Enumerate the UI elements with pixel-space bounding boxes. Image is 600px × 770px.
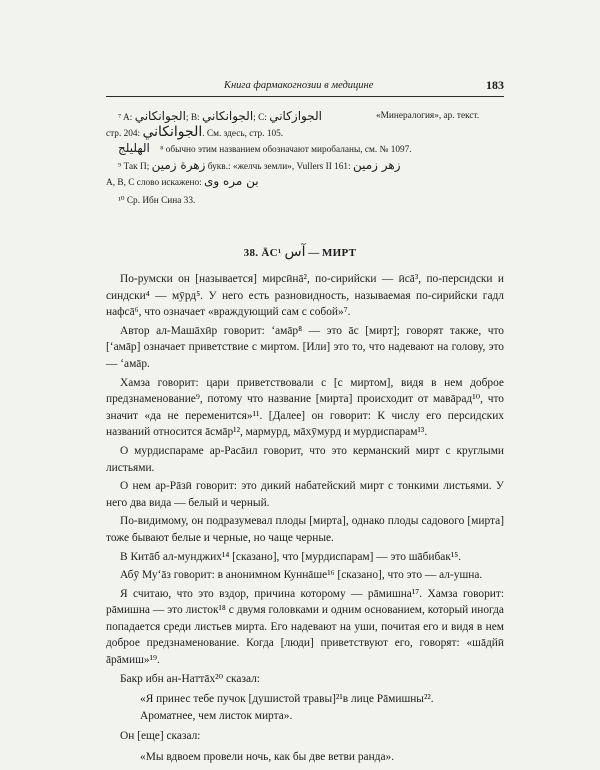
verse-line: «Я принес тебе пучок [душистой травы]²¹в лице Рāмишны²². — [140, 693, 434, 706]
arabic-term: زهر زمين — [352, 158, 401, 172]
footnote-7-source: «Минералогия», ар. текст. — [376, 111, 480, 121]
footnote-9-line-2: A, B, C слово искажено: بن مره وى — [106, 174, 259, 188]
paragraph: Автор ал-Машāхӣр говорит: ‘амāр⁸ — это āс [мирт]; говорят также, что [‘амāр] означает приветствие с миртом. [Или] это то, что надевают на голову, это — ‘амāр. — [106, 324, 504, 370]
arabic-term: الهليلج — [118, 141, 150, 155]
paragraph: Бакр ибн ан-Наттāх²⁰ сказал: — [120, 672, 260, 685]
verse-line: Ароматнее, чем листок мирта». — [140, 709, 293, 722]
paragraph: По-видимому, он подразумевал плоды [мирта], однако плоды садового [мирта] тоже бывают белые и черные, но чаще черные. — [106, 515, 504, 544]
entry-body — [106, 271, 504, 770]
paragraph: Я считаю, что это вздор, причина которому — рāмишна¹⁷. Хамза говорит: рāмишна — это листок¹⁸ с двумя головками и одним основанием, который иногда попадается среди листьев мирта. Его надевают на уши, почитая его и видя в нем доброе предзнаменование. Когда [люди] приветствуют его, говорят: «шāдйӣ āрāмиш»¹⁹. — [106, 587, 504, 667]
paragraph: Хамза говорит: цари приветствовали с [с миртом], видя в нем доброе предзнаменование⁹, потому что название [мирта] происходит от мавāрад¹⁰, что значит «да не переменится»¹¹. [Далее] он говорит: К числу его персидских названий относится āсмāр¹², мармурд, мāхӯмурд и мурдиспарам¹³. — [106, 376, 504, 439]
arabic-term: بن مره وى — [204, 174, 259, 188]
footnote-9-line-1: ⁹ Так П; زهرة زمين букв.: «желчь земли», Vullers II 161: زهر زمين — [118, 158, 401, 172]
running-title: Книга фармакогнозии в медицине — [224, 80, 374, 91]
verse-quote: «Мы вдвоем провели ночь, как бы две ветви ранда». — [140, 751, 395, 764]
arabic-headword: آس — [284, 244, 306, 260]
verse-quote — [140, 691, 504, 724]
paragraph: Абӯ Му‘āз говорит: в анонимном Куннāше¹⁶ [сказано], что это — ал-ушна. — [120, 569, 483, 582]
arabic-term: زهرة زمين — [151, 158, 206, 172]
footnote-10: ¹⁰ Ср. Ибн Сина 33. — [118, 196, 196, 206]
paragraph: По-румски он [называется] мирсӣнā², по-сирийски — ӣсā³, по-персидски и синдски⁴ — мӯрд⁵. У него есть разновидность, называемая по-сирийски гадл нафсā⁶, что означает «враждующий сам с собой»⁷. — [106, 273, 504, 319]
arabic-term: الجوانكاني — [201, 109, 254, 123]
arabic-term: الجوانكاني — [142, 124, 203, 140]
arabic-term: الجوازكاني — [269, 109, 322, 123]
footnote-8: الهليلج ⁸ обычно этим названием обозначают миробаланы, см. № 1097. — [118, 141, 412, 155]
arabic-term: الجوانكاني — [134, 109, 186, 123]
footnote-7-line-1: ⁷ A: الجوانكاني; B: الجوانكاني; C: الجوازكاني «Минералогия», ар. текст. — [118, 109, 480, 123]
paragraph: О нем ар-Рāзӣ говорит: это дикий набатейский мирт с тонкими листьями. У него два вида — белый и черный. — [106, 480, 504, 509]
paragraph: Он [еще] сказал: — [120, 730, 201, 743]
paragraph: О мурдиспараме ар-Расāил говорит, что это керманский мирт с круглыми листьями. — [106, 444, 504, 474]
footnote-7-line-2: стр. 204: الجوانكاني. См. здесь, стр. 105. — [106, 124, 284, 140]
running-header — [106, 78, 504, 97]
entry-heading: 38. ĀC¹ آس — МИРТ — [243, 244, 357, 260]
page-number: 183 — [486, 78, 504, 92]
paragraph: В Китāб ал-мунджих¹⁴ [сказано], что [мурдиспарам] — это шāбибак¹⁵. — [120, 550, 462, 563]
